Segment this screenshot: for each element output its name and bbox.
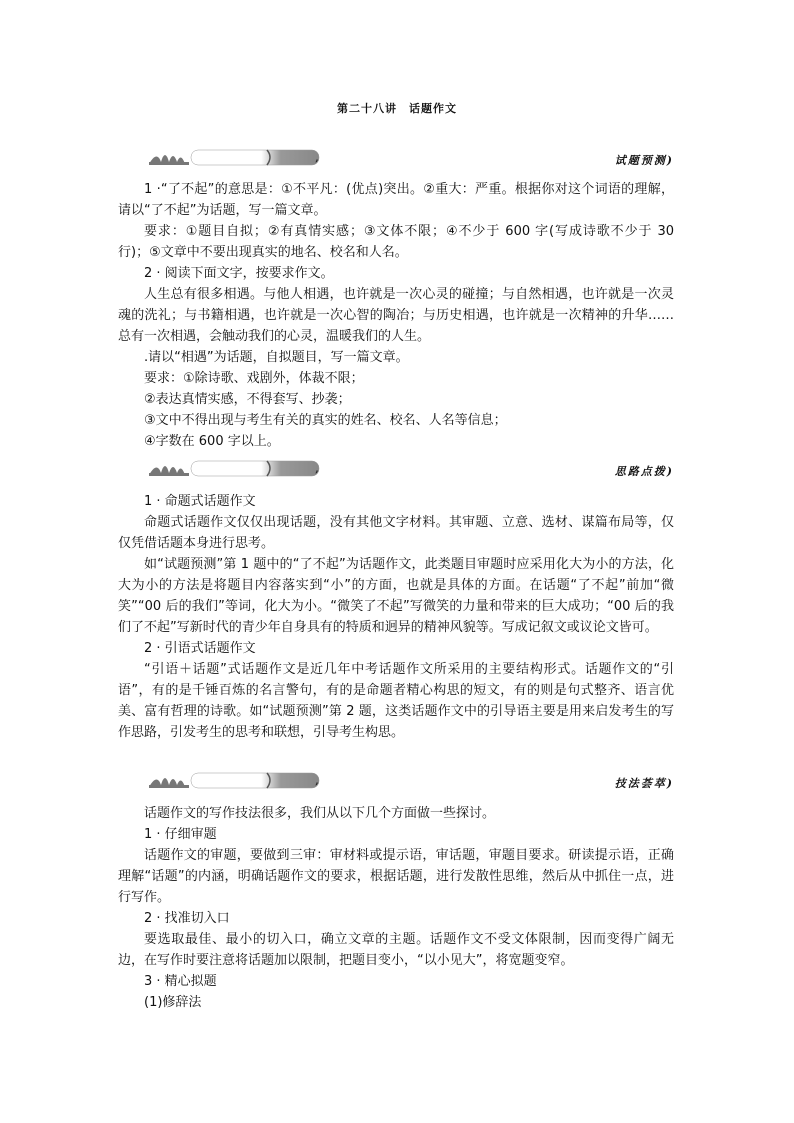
header-comma: , xyxy=(315,150,319,164)
requirement-item: ④字数在 600 字以上。 xyxy=(144,434,280,449)
section-body-approach xyxy=(118,491,674,743)
section-body-forecast xyxy=(118,179,674,452)
section-body-techniques xyxy=(118,803,674,1013)
subheading: 2 · 找准切入口 xyxy=(144,911,230,926)
subheading: 2 · 引语式话题作文 xyxy=(144,641,256,656)
section-banner-icon xyxy=(147,769,322,791)
section-banner-icon xyxy=(147,146,322,168)
subheading: (1)修辞法 xyxy=(144,995,202,1010)
paragraph: 话题作文的写作技法很多，我们从以下几个方面做一些探讨。 xyxy=(144,806,496,821)
requirement-item: ②表达真情实感，不得套写、抄袭； xyxy=(144,392,351,407)
subheading: 3 · 精心拟题 xyxy=(144,974,217,989)
requirement-item: ③文中不得出现与考生有关的真实的姓名、校名、人名等信息； xyxy=(144,413,507,428)
section-header-approach xyxy=(147,457,674,479)
section-banner-icon xyxy=(147,457,322,479)
paragraph: 如“试题预测”第 1 题中的“了不起”为话题作文，此类题目审题时应采用化大为小的方法，化大为小的方法是将题目内容落实到“小”的方面，也就是具体的方面。在话题“了不起”前加“微笑”“00 后的我们”等词，化大为小。“微笑了不起”写微笑的力量和带来的巨大成功；“00 后的我们了不起”写新时代的青少年自身具有的特质和迥异的精神风貌等。写成记叙文或议论文皆可。 xyxy=(118,557,674,635)
section-header-forecast xyxy=(147,146,674,168)
question-1-text: 1 ·“了不起”的意思是：①不平凡：(优点)突出。②重大：严重。根据你对这个词语的理解，请以“了不起”为话题，写一篇文章。 xyxy=(118,182,674,218)
requirement-item: 要求：①除诗歌、戏剧外，体裁不限； xyxy=(144,371,364,386)
section-label: 试题预测) xyxy=(614,154,674,167)
paragraph: “引语＋话题”式话题作文是近几年中考话题作文所采用的主要结构形式。话题作文的“引语”，有的是千锤百炼的名言警句，有的是命题者精心构思的短文，有的则是句式整齐、语言优美、富有哲理的诗歌。如“试题预测”第 2 题，这类话题作文中的引导语主要是用来启发考生的写作思路，引发考生的思考和联想，引导考生构思。 xyxy=(118,662,674,740)
header-comma: , xyxy=(315,773,319,787)
paragraph: 话题作文的审题，要做到三审：审材料或提示语，审话题，审题目要求。研读提示语，正确理解“话题”的内涵，明确话题作文的要求，根据话题，进行发散性思维，然后从中抓住一点，进行写作。 xyxy=(118,848,674,905)
subheading: 1 · 仔细审题 xyxy=(144,827,217,842)
paragraph: 命题式话题作文仅仅出现话题，没有其他文字材料。其审题、立意、选材、谋篇布局等，仅仅凭借话题本身进行思考。 xyxy=(118,515,674,551)
subheading: 1 · 命题式话题作文 xyxy=(144,494,256,509)
section-label: 思路点拨) xyxy=(614,465,674,478)
page-title: 第二十八讲 话题作文 xyxy=(337,102,457,115)
question-2-heading: 2 · 阅读下面文字，按要求作文。 xyxy=(144,266,334,281)
question-1-requirements: 要求：①题目自拟；②有真情实感；③文体不限；④不少于 600 字(写成诗歌不少于 30 行)；⑤文章中不要出现真实的地名、校名和人名。 xyxy=(118,224,674,260)
paragraph: 要选取最佳、最小的切入口，确立文章的主题。话题作文不受文体限制，因而变得广阔无边，在写作时要注意将话题加以限制，把题目变小，“以小见大”，将宽题变窄。 xyxy=(118,932,674,968)
question-2-prompt: .请以“相遇”为话题，自拟题目，写一篇文章。 xyxy=(144,350,409,365)
section-header-techniques xyxy=(147,769,674,791)
question-2-passage: 人生总有很多相遇。与他人相遇，也许就是一次心灵的碰撞；与自然相遇，也许就是一次灵魂的洗礼；与书籍相遇，也许就是一次心智的陶冶；与历史相遇，也许就是一次精神的升华……总有一次相遇，会触动我们的心灵，温暖我们的人生。 xyxy=(118,287,674,344)
header-comma: , xyxy=(315,461,319,475)
section-label: 技法荟萃) xyxy=(614,777,674,790)
